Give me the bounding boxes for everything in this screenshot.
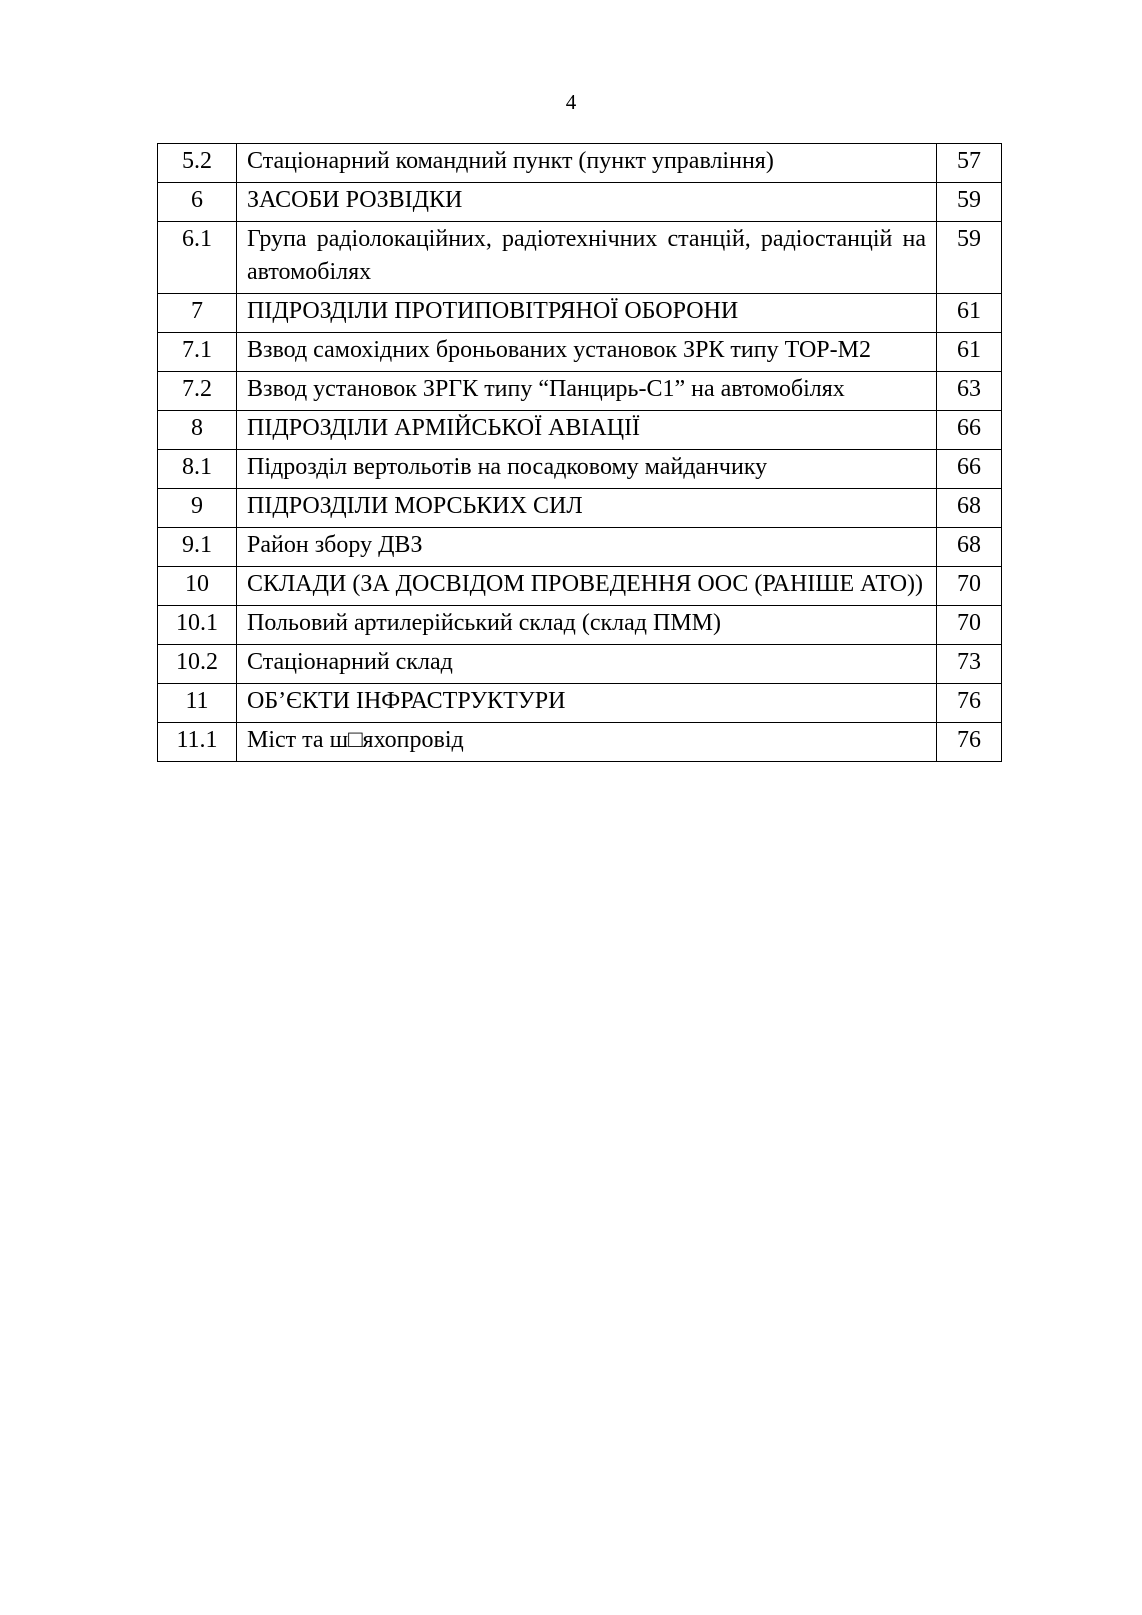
section-title: СКЛАДИ (ЗА ДОСВІДОМ ПРОВЕДЕННЯ ООС (РАНІШЕ АТО)) [237, 567, 937, 606]
table-of-contents [157, 143, 1002, 762]
section-page: 66 [937, 411, 1002, 450]
section-page: 63 [937, 372, 1002, 411]
section-number: 10 [158, 567, 237, 606]
section-number: 9 [158, 489, 237, 528]
table-row [158, 372, 1002, 411]
section-title: Стаціонарний командний пункт (пункт управління) [237, 144, 937, 183]
table-row [158, 645, 1002, 684]
section-number: 10.2 [158, 645, 237, 684]
section-number: 11.1 [158, 723, 237, 762]
section-page: 59 [937, 222, 1002, 294]
table-row [158, 528, 1002, 567]
section-page: 70 [937, 567, 1002, 606]
section-title: Взвод самохідних броньованих установок ЗРК типу ТОР-М2 [237, 333, 937, 372]
section-number: 7 [158, 294, 237, 333]
section-number: 7.1 [158, 333, 237, 372]
section-title: Підрозділ вертольотів на посадковому майданчику [237, 450, 937, 489]
section-number: 11 [158, 684, 237, 723]
section-title: ПІДРОЗДІЛИ ПРОТИПОВІТРЯНОЇ ОБОРОНИ [237, 294, 937, 333]
section-page: 70 [937, 606, 1002, 645]
section-number: 6 [158, 183, 237, 222]
section-page: 66 [937, 450, 1002, 489]
table-row [158, 684, 1002, 723]
section-title: Група радіолокаційних, радіотехнічних станцій, радіостанцій на автомобілях [237, 222, 937, 294]
section-page: 68 [937, 489, 1002, 528]
table-row [158, 411, 1002, 450]
section-title: ОБ’ЄКТИ ІНФРАСТРУКТУРИ [237, 684, 937, 723]
section-number: 6.1 [158, 222, 237, 294]
section-title: Район збору ДВЗ [237, 528, 937, 567]
section-title: ПІДРОЗДІЛИ МОРСЬКИХ СИЛ [237, 489, 937, 528]
section-number: 8.1 [158, 450, 237, 489]
section-number: 7.2 [158, 372, 237, 411]
section-page: 57 [937, 144, 1002, 183]
section-page: 76 [937, 684, 1002, 723]
section-page: 59 [937, 183, 1002, 222]
section-number: 10.1 [158, 606, 237, 645]
section-page: 61 [937, 294, 1002, 333]
section-page: 76 [937, 723, 1002, 762]
table-row [158, 183, 1002, 222]
section-title: ЗАСОБИ РОЗВІДКИ [237, 183, 937, 222]
table-row [158, 723, 1002, 762]
section-number: 5.2 [158, 144, 237, 183]
table-row [158, 450, 1002, 489]
section-page: 73 [937, 645, 1002, 684]
table-row [158, 567, 1002, 606]
section-title: ПІДРОЗДІЛИ АРМІЙСЬКОЇ АВІАЦІЇ [237, 411, 937, 450]
section-title: Стаціонарний склад [237, 645, 937, 684]
section-number: 8 [158, 411, 237, 450]
table-row [158, 294, 1002, 333]
section-title: Польовий артилерійський склад (склад ПММ) [237, 606, 937, 645]
section-title: Взвод установок ЗРГК типу “Панцирь-С1” на автомобілях [237, 372, 937, 411]
table-row [158, 222, 1002, 294]
section-title: Міст та ш□яхопровід [237, 723, 937, 762]
section-page: 68 [937, 528, 1002, 567]
section-number: 9.1 [158, 528, 237, 567]
table-row [158, 144, 1002, 183]
section-page: 61 [937, 333, 1002, 372]
table-row [158, 489, 1002, 528]
table-row [158, 333, 1002, 372]
page-number: 4 [565, 90, 577, 114]
table-row [158, 606, 1002, 645]
